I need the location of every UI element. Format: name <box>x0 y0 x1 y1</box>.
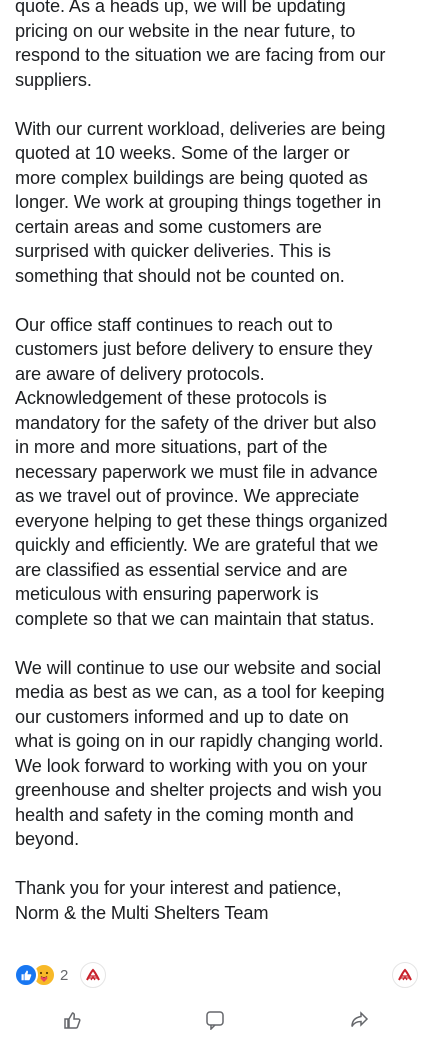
reactions-bar[interactable] <box>14 962 418 988</box>
action-bar <box>0 1010 431 1040</box>
thumbs-up-icon <box>62 1010 82 1034</box>
post-paragraph: Our office staff continues to reach out to customers just before delivery to ensure they are aware of delivery protocols. Acknowledgement of these protocols is mandatory for the safety of the driver but also in more and more situations, part of the necessary paperwork we must file in advance as we travel out of province. We appreciate everyone helping to get these things organized quickly and efficiently. We are grateful that we are classified as essential service and are meticulous with ensuring paperwork is complete so that we can maintain that status. <box>15 314 388 629</box>
share-button[interactable] <box>349 1010 369 1034</box>
post-body <box>15 0 425 950</box>
like-icon <box>14 963 38 987</box>
page-avatar-secondary[interactable] <box>392 962 418 988</box>
post-paragraph: We will continue to use our website and social media as best as we can, as a tool for keeping our customers informed and up to date on what is going on in our rapidly changing world. We look forward to working with you on your greenhouse and shelter projects and wish you health and safety in the coming month and beyond. <box>15 657 385 849</box>
post-paragraph: quote. As a heads up, we will be updating pricing on our website in the near future, to respond to the situation we are facing from our suppliers. <box>15 0 386 90</box>
like-button[interactable] <box>62 1010 82 1034</box>
post-signoff: Thank you for your interest and patience, Norm & the Multi Shelters Team <box>15 878 342 923</box>
comment-button[interactable] <box>205 1010 225 1034</box>
post-paragraph: With our current workload, deliveries are being quoted at 10 weeks. Some of the larger or more complex buildings are being quoted as longer. We work at grouping things together in certain areas and some customers are surprised with quicker deliveries. This is something that should not be counted on. <box>15 118 386 286</box>
reaction-count: 2 <box>60 966 69 984</box>
page-avatar[interactable] <box>80 962 106 988</box>
share-icon <box>349 1010 369 1034</box>
comment-icon <box>205 1010 225 1034</box>
